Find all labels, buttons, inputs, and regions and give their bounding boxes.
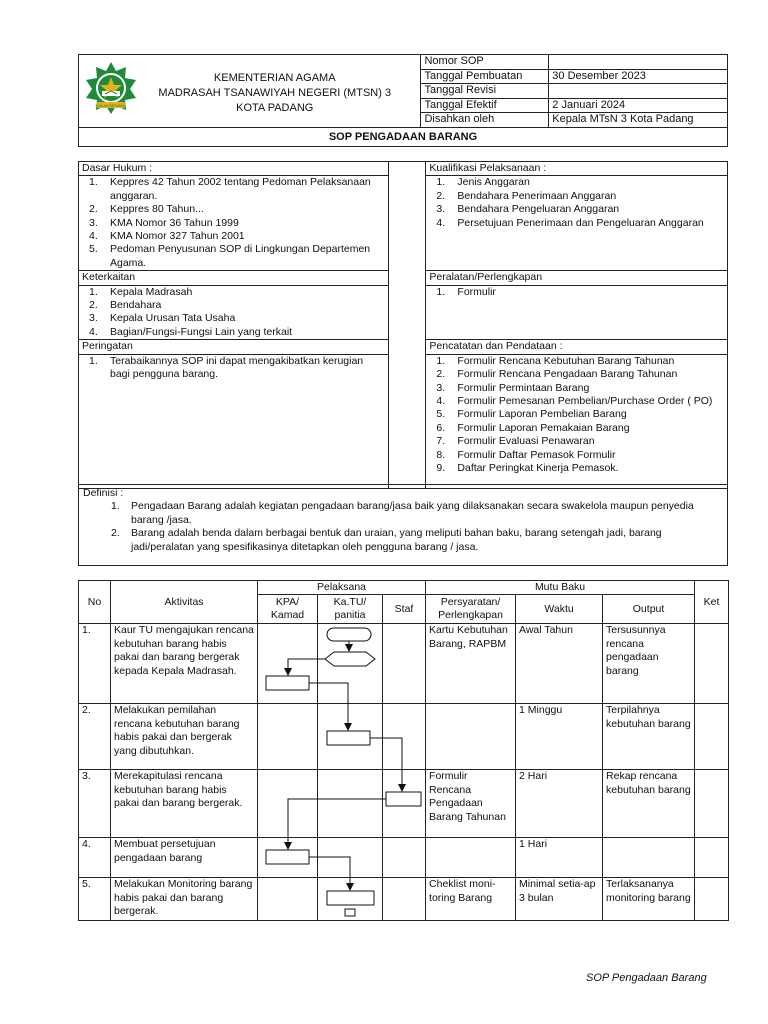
row-ket — [695, 704, 729, 770]
pencatatan-title: Pencatatan dan Pendataan : — [426, 340, 728, 354]
list-item: 3. Bendahara Pengeluaran Anggaran — [436, 203, 620, 216]
row-persyaratan: Cheklist moni-toring Barang — [426, 878, 516, 921]
list-item: 2. Barang adalah benda dalam berbagai bentuk dan uraian, yang meliputi bahan baku, barang setengah jadi, barang jadi/peralatan yang spesifikasinya ditetapkan oleh pengguna barang / jasa. — [111, 527, 662, 553]
list-item: 1. Pengadaan Barang adalah kegiatan pengadaan barang/jasa baik yang dilaksanakan secara swakelola maupun penyedia barang /jasa. — [111, 500, 694, 526]
row-waktu: 1 Minggu — [516, 704, 603, 770]
kualifikasi-title: Kualifikasi Pelaksanaan : — [426, 162, 728, 176]
row-aktivitas: Melakukan pemilahan rencana kebutuhan barang habis pakai dan bergerak yang dibutuhkan. — [111, 704, 258, 770]
table-row — [79, 704, 729, 770]
row-waktu: Awal Tahun — [516, 624, 603, 704]
list-item: 3. KMA Nomor 36 Tahun 1999 — [89, 216, 239, 229]
field-label: Tanggal Revisi — [421, 84, 549, 99]
list-item: 2. Bendahara Penerimaan Anggaran — [436, 189, 617, 202]
row-aktivitas: Melakukan Monitoring barang habis pakai dan barang bergerak. — [111, 878, 258, 921]
row-katu — [318, 878, 383, 921]
row-no: 4. — [79, 838, 111, 878]
table-row — [79, 624, 729, 704]
row-kpa — [258, 770, 318, 838]
list-item: 4. Bagian/Fungsi-Fungsi Lain yang terkait — [89, 325, 293, 338]
row-output: Terlaksananya monitoring barang — [603, 878, 695, 921]
row-kpa — [258, 838, 318, 878]
col-header-aktivitas: Aktivitas — [111, 581, 258, 624]
table-row — [79, 770, 729, 838]
list-item: 2. Bendahara — [89, 299, 162, 312]
field-value — [549, 84, 728, 99]
dasar-hukum-title: Dasar Hukum : — [79, 162, 389, 176]
row-persyaratan: Formulir Rencana Pengadaan Barang Tahunan — [426, 770, 516, 838]
page-footer: SOP Pengadaan Barang — [586, 972, 707, 984]
row-waktu: 2 Hari — [516, 770, 603, 838]
pencatatan-list — [426, 354, 728, 488]
list-item: 4. Persetujuan Penerimaan dan Pengeluaran Anggaran — [436, 216, 704, 229]
row-katu — [318, 624, 383, 704]
row-kpa — [258, 704, 318, 770]
row-katu — [318, 838, 383, 878]
list-item: 3. Kepala Urusan Tata Usaha — [89, 312, 236, 325]
field-label: Tanggal Efektif — [421, 98, 549, 113]
row-waktu: Minimal setia-ap 3 bulan — [516, 878, 603, 921]
col-header-output: Output — [603, 595, 695, 624]
row-staf — [383, 838, 426, 878]
row-ket — [695, 838, 729, 878]
field-value: Kepala MTsN 3 Kota Padang — [549, 113, 728, 128]
peringatan-list — [79, 354, 389, 488]
row-persyaratan — [426, 838, 516, 878]
field-value — [549, 55, 728, 70]
row-staf — [383, 624, 426, 704]
list-item: 6. Formulir Laporan Pemakaian Barang — [436, 421, 630, 434]
list-item: 3. Formulir Permintaan Barang — [436, 381, 590, 394]
list-item: 1. Terabaikannya SOP ini dapat mengakibatkan kerugian bagi pengguna barang. — [89, 354, 364, 381]
organization-cell — [79, 55, 421, 128]
row-output: Tersusunnya rencana pengadaan barang — [603, 624, 695, 704]
sop-title: SOP PENGADAAN BARANG — [79, 127, 728, 146]
keterkaitan-list — [79, 285, 389, 340]
definisi-box — [78, 484, 728, 566]
row-waktu: 1 Hari — [516, 838, 603, 878]
ministry-logo-icon — [83, 61, 139, 115]
field-value: 30 Desember 2023 — [549, 69, 728, 84]
row-ket — [695, 624, 729, 704]
col-header-pelaksana: Pelaksana — [258, 581, 426, 595]
row-no: 5. — [79, 878, 111, 921]
info-spacer — [389, 162, 426, 489]
list-item: 1. Jenis Anggaran — [436, 176, 530, 189]
row-aktivitas: Membuat persetujuan pengadaan barang — [111, 838, 258, 878]
col-header-ket: Ket — [695, 581, 729, 624]
peralatan-title: Peralatan/Perlengkapan — [426, 271, 728, 285]
org-name-line2: MADRASAH TSANAWIYAH NEGERI (MTSN) 3 — [158, 87, 392, 100]
list-item: 1. Keppres 42 Tahun 2002 tentang Pedoman Pelaksanaan anggaran. — [89, 176, 371, 202]
row-staf — [383, 770, 426, 838]
row-ket — [695, 770, 729, 838]
list-item: 4. Formulir Pemesanan Pembelian/Purchase Order ( PO) — [436, 394, 713, 407]
row-output — [603, 838, 695, 878]
field-label: Disahkan oleh — [421, 113, 549, 128]
row-output: Terpilahnya kebutuhan barang — [603, 704, 695, 770]
table-row — [79, 838, 729, 878]
field-label: Tanggal Pembuatan — [421, 69, 549, 84]
col-header-katu: Ka.TU/ panitia — [318, 595, 383, 624]
org-name-line3: KOTA PADANG — [236, 102, 314, 115]
peralatan-list — [426, 285, 728, 340]
table-row — [79, 878, 729, 921]
list-item: 7. Formulir Evaluasi Penawaran — [436, 435, 595, 448]
list-item: 8. Formulir Daftar Pemasok Formulir — [436, 448, 616, 461]
list-item: 1. Kepala Madrasah — [89, 285, 193, 298]
col-header-no: No — [79, 581, 111, 624]
list-item: 5. Formulir Laporan Pembelian Barang — [436, 408, 627, 421]
col-header-staf: Staf — [383, 595, 426, 624]
kualifikasi-list — [426, 176, 728, 271]
row-kpa — [258, 878, 318, 921]
row-persyaratan — [426, 704, 516, 770]
row-kpa — [258, 624, 318, 704]
row-persyaratan: Kartu Kebutuhan Barang, RAPBM — [426, 624, 516, 704]
sop-header-table — [78, 54, 728, 147]
row-output: Rekap rencana kebutuhan barang — [603, 770, 695, 838]
procedure-table — [78, 580, 729, 921]
peringatan-title: Peringatan — [79, 340, 389, 354]
list-item: 2. Formulir Rencana Pengadaan Barang Tahunan — [436, 368, 678, 381]
list-item: 1. Formulir Rencana Kebutuhan Barang Tahunan — [436, 354, 675, 367]
definisi-title: Definisi : — [83, 487, 124, 499]
row-aktivitas: Kaur TU mengajukan rencana kebutuhan barang habis pakai dan barang bergerak kepada Kepala Madrasah. — [111, 624, 258, 704]
field-value: 2 Januari 2024 — [549, 98, 728, 113]
row-no: 3. — [79, 770, 111, 838]
list-item: 2. Keppres 80 Tahun... — [89, 203, 204, 216]
col-header-persyaratan: Persyaratan/ Perlengkapan — [426, 595, 516, 624]
org-name-line1: KEMENTERIAN AGAMA — [213, 72, 336, 85]
row-aktivitas: Merekapitulasi rencana kebutuhan barang habis pakai dan barang bergerak. — [111, 770, 258, 838]
dasar-hukum-list — [79, 176, 389, 271]
row-no: 1. — [79, 624, 111, 704]
row-katu — [318, 704, 383, 770]
row-katu — [318, 770, 383, 838]
logo-motto: IKHLAS BERAMAL — [95, 104, 127, 108]
col-header-kpa: KPA/ Kamad — [258, 595, 318, 624]
list-item: 5. Pedoman Penyusunan SOP di Lingkungan Departemen Agama. — [89, 243, 371, 269]
row-staf — [383, 878, 426, 921]
row-no: 2. — [79, 704, 111, 770]
list-item: 9. Daftar Peringkat Kinerja Pemasok. — [436, 461, 619, 474]
col-header-waktu: Waktu — [516, 595, 603, 624]
sop-info-table — [78, 161, 728, 489]
field-label: Nomor SOP — [421, 55, 549, 70]
keterkaitan-title: Keterkaitan — [79, 271, 389, 285]
list-item: 1. Formulir — [436, 285, 496, 298]
col-header-mutu-baku: Mutu Baku — [426, 581, 695, 595]
list-item: 4. KMA Nomor 327 Tahun 2001 — [89, 230, 245, 243]
row-ket — [695, 878, 729, 921]
row-staf — [383, 704, 426, 770]
